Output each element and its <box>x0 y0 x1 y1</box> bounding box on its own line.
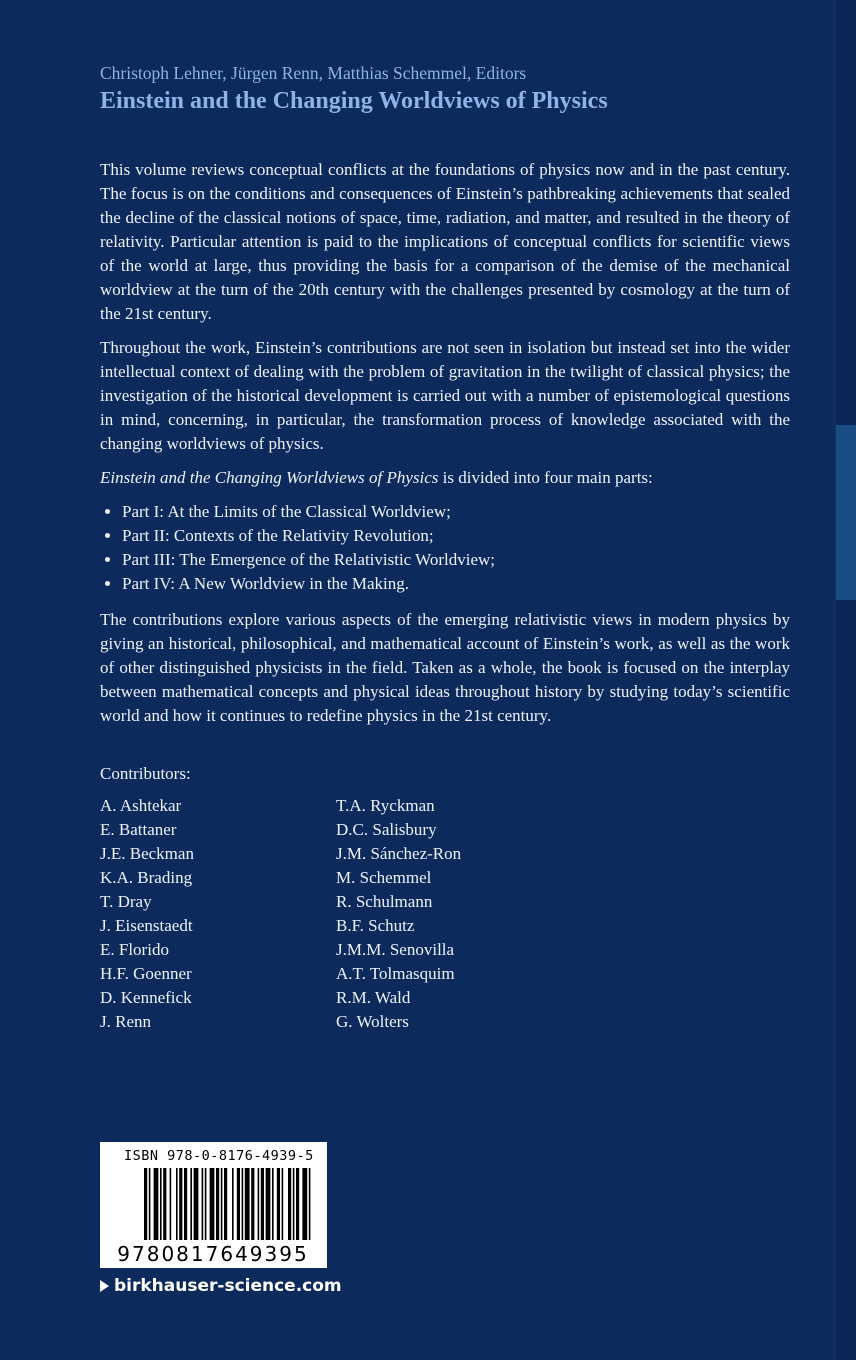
barcode-bar <box>296 1168 299 1240</box>
website-link[interactable]: birkhauser-science.com <box>114 1276 342 1296</box>
barcode-bar <box>176 1168 178 1240</box>
parts-intro <box>100 466 790 490</box>
contributors-right-column <box>336 794 572 1034</box>
contributors-list <box>100 794 790 1034</box>
barcode-bar <box>210 1168 215 1240</box>
editors-line: Christoph Lehner, Jürgen Renn, Matthias Schemmel, Editors <box>100 63 527 83</box>
spine-accent <box>836 425 856 600</box>
part-item: • Part III: The Emergence of the Relativistic Worldview; <box>122 548 790 572</box>
publisher-website[interactable] <box>100 1276 342 1296</box>
barcode-bar <box>160 1168 162 1240</box>
barcode-bar <box>170 1168 172 1240</box>
parts-intro-title: Einstein and the Changing Worldviews of Physics <box>100 468 439 487</box>
barcode-bar <box>232 1168 234 1240</box>
contributor-name: B.F. Schutz <box>336 916 415 935</box>
contributor-name: J. Renn <box>100 1012 151 1031</box>
part-item: • Part II: Contexts of the Relativity Revolution; <box>122 524 790 548</box>
barcode-bar <box>282 1168 284 1240</box>
barcode-icon <box>100 1168 327 1244</box>
contributors-left-column <box>100 794 336 1034</box>
barcode-bar <box>190 1168 192 1240</box>
contributor-name: A.T. Tolmasquim <box>336 964 455 983</box>
contributor-name: E. Florido <box>100 940 169 959</box>
barcode-bar <box>224 1168 227 1240</box>
arrow-right-icon <box>100 1280 109 1292</box>
spine-strip <box>835 0 856 1360</box>
barcode-bar <box>202 1168 204 1240</box>
part-item: • Part IV: A New Worldview in the Making. <box>122 572 790 596</box>
barcode-bar <box>288 1168 291 1240</box>
barcode-bar <box>221 1168 223 1240</box>
barcode-bar <box>184 1168 187 1240</box>
contributor-name: J. Eisenstaedt <box>100 916 193 935</box>
contributor-name: T. Dray <box>100 892 152 911</box>
barcode-bar <box>163 1168 166 1240</box>
barcode-bar <box>251 1168 254 1240</box>
barcode-bar <box>179 1168 182 1240</box>
barcode-bar <box>194 1168 199 1240</box>
barcode-bar <box>277 1168 280 1240</box>
book-title: Einstein and the Changing Worldviews of Physics <box>100 88 608 114</box>
barcode-bar <box>149 1168 151 1240</box>
contributor-name: A. Ashtekar <box>100 796 182 815</box>
parts-intro-rest: is divided into four main parts: <box>438 468 653 487</box>
contributor-name: J.M. Sánchez-Ron <box>336 844 462 863</box>
isbn-text: ISBN 978-0-8176-4939-5 <box>124 1148 314 1164</box>
contributor-name: M. Schemmel <box>336 868 432 887</box>
description-paragraph-3: The contributions explore various aspects of the emerging relativistic views in modern physics by giving an historical, philosophical, and mathematical account of Einstein’s work, as well as the work of other distinguished physicists in the field. Taken as a whole, the book is focused on the interplay between mathematical concepts and physical ideas throughout history by studying today’s scientific world and how it continues to redefine physics in the 21st century. <box>100 610 790 725</box>
parts-list <box>100 500 790 596</box>
contributor-name: D.C. Salisbury <box>336 820 437 839</box>
barcode-bar <box>154 1168 159 1240</box>
contributor-name: R. Schulmann <box>336 892 433 911</box>
barcode-bar <box>245 1168 250 1240</box>
barcode-bar <box>258 1168 260 1240</box>
barcode-bar <box>144 1168 147 1240</box>
description-paragraph-2: Throughout the work, Einstein’s contributions are not seen in isolation but instead set into the wider intellectual context of dealing with the problem of gravitation in the twilight of classical physics; the investigation of the historical development is carried out with a number of epistemological questions in mind, concerning, in particular, the transformation process of knowledge associated with the changing worldviews of physics. <box>100 338 790 453</box>
contributor-name: G. Wolters <box>336 1012 409 1031</box>
contributor-name: J.E. Beckman <box>100 844 194 863</box>
contributor-name: T.A. Ryckman <box>336 796 435 815</box>
contributor-name: D. Kennefick <box>100 988 192 1007</box>
back-cover-content <box>100 60 790 1034</box>
contributor-name: J.M.M. Senovilla <box>336 940 455 959</box>
barcode-bar <box>293 1168 295 1240</box>
barcode-bar <box>237 1168 240 1240</box>
barcode-bar <box>309 1168 311 1240</box>
barcode-bar <box>205 1168 207 1240</box>
barcode-bar <box>242 1168 244 1240</box>
description-paragraph-1: This volume reviews conceptual conflicts at the foundations of physics now and in the past century. The focus is on the conditions and consequences of Einstein’s pathbreaking achievements that sealed the decline of the classical notions of space, time, radiation, and matter, and resulted in the theory of relativity. Particular attention is paid to the implications of conceptual conflicts for scientific views of the world at large, thus providing the basis for a comparison of the demise of the mechanical worldview at the turn of the 20th century with the challenges presented by cosmology at the turn of the 21st century. <box>100 160 790 323</box>
contributor-name: K.A. Brading <box>100 868 193 887</box>
barcode-label <box>100 1142 327 1268</box>
contributors-label: Contributors: <box>100 764 191 783</box>
barcode-bar <box>261 1168 264 1240</box>
barcode-bar <box>272 1168 274 1240</box>
ean-digits: 9780817649395 <box>117 1242 309 1266</box>
barcode-bar <box>216 1168 219 1240</box>
contributor-name: H.F. Goenner <box>100 964 192 983</box>
barcode-bar <box>266 1168 271 1240</box>
contributor-name: R.M. Wald <box>336 988 411 1007</box>
part-item: • Part I: At the Limits of the Classical Worldview; <box>122 500 790 524</box>
contributor-name: E. Battaner <box>100 820 177 839</box>
barcode-bar <box>302 1168 307 1240</box>
